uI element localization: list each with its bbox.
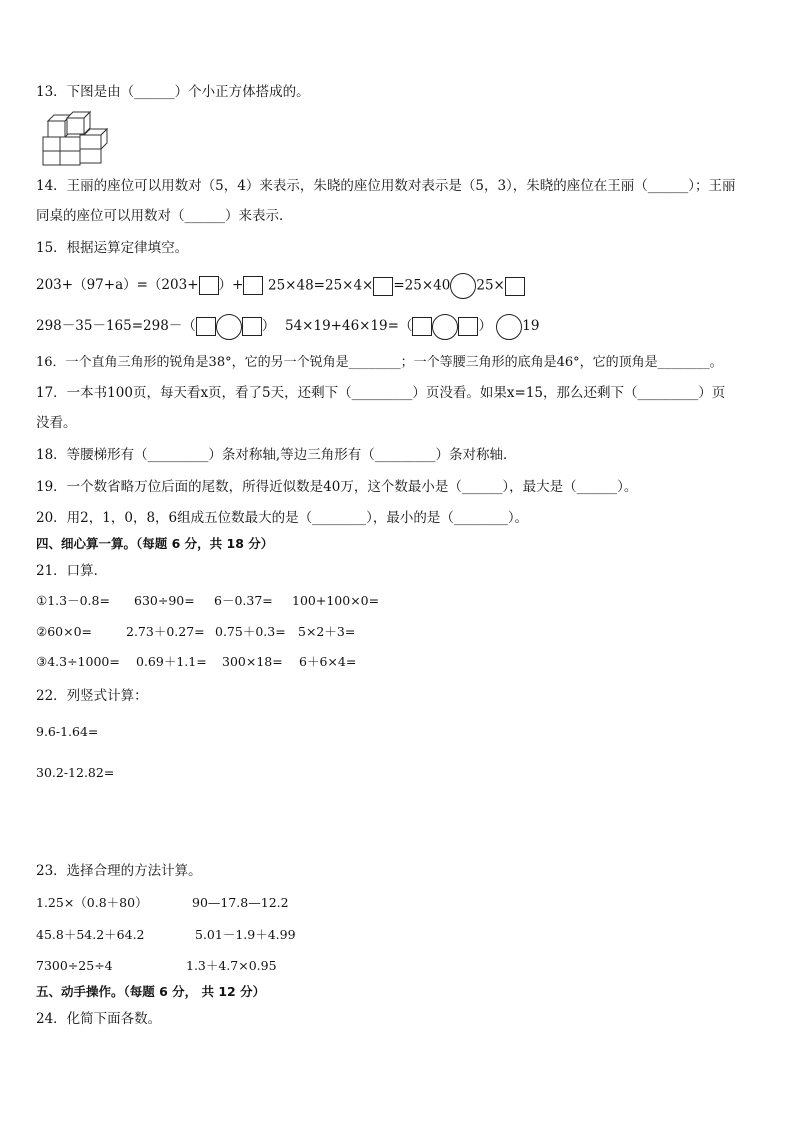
q23-row3 (36, 957, 277, 975)
r1b-text2: =25×40 (393, 277, 451, 294)
r2a-text2: ） (261, 318, 276, 334)
question-14-line1: 14．王丽的座位可以用数对（5，4）来表示，朱晓的座位用数对表示是（5，3），朱晓的座位在王丽（______）；王丽 (36, 178, 736, 194)
answer-box[interactable] (412, 317, 432, 336)
question-16: 16．一个直角三角形的锐角是38°，它的另一个锐角是________；一个等腰三角形的底角是46°，它的顶角是________。 (36, 355, 723, 370)
question-21-title: 21．口算． (36, 563, 108, 579)
r1a-text2: ）+ (218, 277, 244, 293)
answer-circle[interactable] (496, 314, 522, 340)
answer-box[interactable] (199, 276, 219, 295)
oral-calc: ③4.3÷1000= (36, 654, 120, 669)
question-23-title: 23．选择合理的方法计算。 (36, 863, 202, 879)
answer-box[interactable] (458, 317, 478, 336)
question-15-row1-left (36, 273, 263, 297)
question-24-title: 24．化简下面各数。 (36, 1011, 162, 1027)
oral-calc: 100+100×0= (292, 593, 380, 608)
r1b-text3: 25× (476, 277, 505, 294)
cube-stack-figure (40, 110, 114, 166)
q22-expr-2: 30.2-12.82= (36, 765, 115, 780)
section-4-title: 四、细心算一算。（每题 6 分，共 18 分） (36, 536, 274, 551)
question-19: 19．一个数省略万位后面的尾数，所得近似数是40万，这个数最小是（______），最大是（______）。 (36, 479, 638, 495)
oral-calc: 6－0.37= (214, 593, 273, 608)
question-15-title: 15．根据运算定律填空。 (36, 240, 189, 256)
q22-expr-1: 9.6-1.64= (36, 724, 99, 739)
q21-row2 (36, 623, 355, 641)
question-17-line2: 没看。 (36, 415, 77, 431)
oral-calc: 6＋6×4= (299, 654, 357, 669)
question-17-line1: 17．一本书100页，每天看x页，看了5天，还剩下（_________）页没看。如果x=15，那么还剩下（_________）页 (36, 385, 726, 401)
question-13: 13．下图是由（______）个小正方体搭成的。 (36, 84, 310, 100)
oral-calc: ②60×0= (36, 624, 93, 639)
question-20: 20．用2，1，0，8，6组成五位数最大的是（________），最小的是（________）。 (36, 510, 529, 526)
question-15-row1-right (268, 273, 525, 299)
r2b-text1: 54×19+46×19=（ (285, 318, 413, 334)
calc-expr: 45.8＋54.2＋64.2 (36, 927, 145, 942)
r2b-text3: 19 (522, 318, 540, 334)
calc-expr: 7300÷25÷4 (36, 958, 113, 973)
q21-row1 (36, 592, 379, 610)
oral-calc: 0.75＋0.3= (215, 624, 286, 639)
calc-expr: 1.25×（0.8＋80） (36, 895, 148, 910)
r1b-text1: 25×48=25×4× (268, 277, 374, 294)
oral-calc: 300×18= (222, 654, 283, 669)
question-22-title: 22．列竖式计算： (36, 688, 148, 704)
question-18: 18．等腰梯形有（_________）条对称轴,等边三角形有（_________）条对称轴． (36, 447, 517, 463)
calc-expr: 1.3＋4.7×0.95 (186, 958, 277, 973)
answer-circle[interactable] (450, 273, 476, 299)
q23-row2 (36, 926, 296, 944)
oral-calc: 2.73＋0.27= (126, 624, 205, 639)
answer-circle[interactable] (432, 314, 458, 340)
calc-expr: 5.01－1.9＋4.99 (195, 927, 296, 942)
r2a-text1: 298－35－165=298－（ (36, 318, 196, 334)
answer-box[interactable] (243, 276, 263, 295)
answer-box[interactable] (373, 277, 393, 296)
section-5-title: 五、动手操作。（每题 6 分， 共 12 分） (36, 984, 266, 999)
question-14-line2: 同桌的座位可以用数对（______）来表示． (36, 208, 293, 224)
oral-calc: 0.69＋1.1= (136, 654, 207, 669)
oral-calc: ①1.3－0.8= (36, 593, 110, 608)
r1a-text1: 203+（97+a）=（203+ (36, 277, 199, 293)
oral-calc: 630÷90= (134, 593, 195, 608)
answer-box[interactable] (196, 317, 216, 336)
oral-calc: 5×2＋3= (298, 624, 356, 639)
q21-row3 (36, 653, 356, 671)
question-15-row2-right (285, 313, 539, 340)
answer-circle[interactable] (216, 314, 242, 340)
q23-row1 (36, 894, 289, 912)
calc-expr: 90—17.8—12.2 (192, 895, 289, 910)
answer-box[interactable] (242, 317, 262, 336)
question-15-row2-left (36, 313, 275, 340)
answer-box[interactable] (505, 277, 525, 296)
r2b-text2: ） (478, 318, 492, 334)
